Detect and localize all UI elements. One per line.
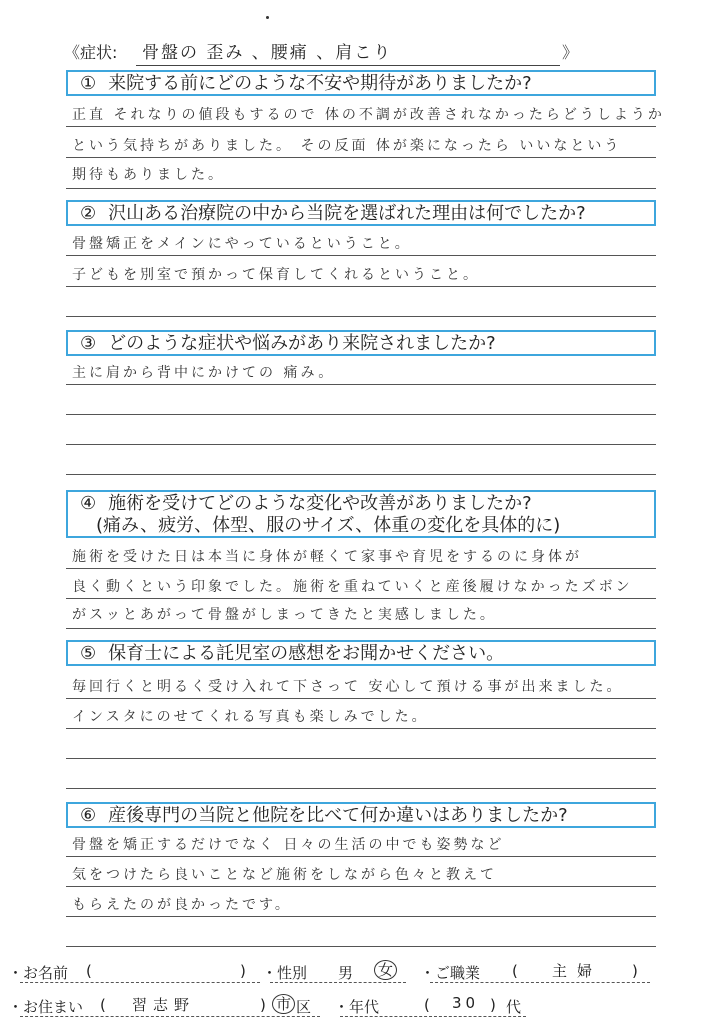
gender-label: ・性別: [262, 964, 308, 982]
address-ward[interactable]: 区: [296, 998, 312, 1016]
age-paren-close: ): [490, 996, 496, 1014]
rule-line: [66, 916, 656, 917]
question-text: 沢山ある治療院の中から当院を選ばれた理由は何でしたか?: [108, 203, 586, 224]
address-paren-open: (: [100, 996, 106, 1014]
symptoms-value: 骨盤の 歪み 、腰痛 、肩こり: [142, 43, 393, 63]
gender-male[interactable]: 男: [338, 964, 354, 982]
rule-line: [66, 414, 656, 415]
symptoms-row: [64, 40, 584, 62]
age-field-line: [340, 1016, 526, 1017]
question-number: ⑤: [80, 643, 97, 664]
job-field-line: [430, 982, 650, 983]
job-label: ・ご職業: [420, 964, 481, 982]
question-subtext: (痛み、疲労、体型、服のサイズ、体重の変化を具体的に): [96, 515, 561, 536]
answer-6-line-1: 骨盤を矯正するだけでなく 日々の生活の中でも姿勢など: [72, 837, 505, 853]
gender-field-line: [270, 982, 406, 983]
address-paren-close: ): [260, 996, 266, 1014]
answer-5-line-2: インスタにのせてくれる写真も楽しみでした。: [72, 709, 429, 725]
rule-line: [66, 856, 656, 857]
symptoms-underline: [136, 65, 560, 66]
address-label: ・お住まい: [8, 998, 84, 1016]
rule-line: [66, 788, 656, 789]
answer-3-line-1: 主に肩から背中にかけての 痛み。: [72, 365, 336, 381]
gender-female: 女: [374, 960, 397, 980]
rule-line: [66, 126, 656, 127]
name-paren-close: ): [240, 962, 246, 980]
question-text: 来院する前にどのような不安や期待がありましたか?: [108, 73, 532, 94]
answer-2-line-2: 子どもを別室で預かって保育してくれるということ。: [72, 267, 480, 283]
rule-line: [66, 698, 656, 699]
rule-line: [66, 946, 656, 947]
rule-line: [66, 568, 656, 569]
rule-line: [66, 255, 656, 256]
age-value[interactable]: 30: [452, 994, 480, 1012]
question-number: ③: [80, 333, 97, 354]
job-paren-open: (: [512, 962, 518, 980]
answer-5-line-1: 毎回行くと明るく受け入れて下さって 安心して預ける事が出来ました。: [72, 679, 624, 695]
rule-line: [66, 758, 656, 759]
answer-6-line-3: もらえたのが良かったです。: [72, 897, 292, 913]
answer-4-line-2: 良く動くという印象でした。施術を重ねていくと産後履けなかったズボン: [72, 579, 633, 595]
name-label: ・お名前: [8, 964, 69, 982]
answer-6-line-2: 気をつけたら良いことなど施術をしながら色々と教えて: [72, 867, 497, 883]
question-1: [66, 70, 656, 96]
question-4: [66, 490, 656, 538]
question-2: [66, 200, 656, 226]
question-text: 産後専門の当院と他院を比べて何か違いはありましたか?: [108, 805, 568, 826]
question-text: 施術を受けてどのような変化や改善がありましたか?: [108, 493, 532, 514]
question-3: [66, 330, 656, 356]
rule-line: [66, 628, 656, 629]
answer-4-line-1: 施術を受けた日は本当に身体が軽くて家事や育児をするのに身体が: [72, 549, 582, 565]
question-text: どのような症状や悩みがあり来院されましたか?: [108, 333, 496, 354]
address-value[interactable]: 習志野: [132, 996, 196, 1014]
rule-line: [66, 598, 656, 599]
rule-line: [66, 886, 656, 887]
question-number: ②: [80, 203, 97, 224]
rule-line: [66, 444, 656, 445]
rule-line: [66, 188, 656, 189]
answer-1-line-3: 期待もありました。: [72, 167, 225, 183]
address-field-line: [20, 1016, 320, 1017]
name-field-line[interactable]: [20, 982, 260, 983]
age-label: ・年代: [334, 998, 380, 1016]
job-value[interactable]: 主婦: [552, 962, 603, 980]
job-paren-close: ): [632, 962, 638, 980]
question-number: ④: [80, 493, 97, 514]
answer-1-line-2: という気持ちがありました。 その反面 体が楽になったら いいなという: [72, 138, 622, 154]
question-5: [66, 640, 656, 666]
rule-line: [66, 316, 656, 317]
name-paren-open: (: [86, 962, 92, 980]
question-text: 保育士による託児室の感想をお聞かせください。: [108, 643, 505, 664]
answer-4-line-3: がスッとあがって骨盤がしまってきたと実感しました。: [72, 607, 497, 623]
rule-line: [66, 157, 656, 158]
rule-line: [66, 474, 656, 475]
question-6: [66, 802, 656, 828]
question-number: ①: [80, 73, 97, 94]
gender-female-circled[interactable]: [374, 960, 397, 980]
rule-line: [66, 384, 656, 385]
question-number: ⑥: [80, 805, 97, 826]
answer-1-line-1: 正直 それなりの値段もするので 体の不調が改善されなかったらどうしようか: [72, 107, 665, 123]
rule-line: [66, 728, 656, 729]
address-city: 市: [272, 994, 295, 1014]
symptoms-close: 》: [562, 43, 579, 62]
address-city-circled[interactable]: [272, 994, 295, 1014]
answer-2-line-1: 骨盤矯正をメインにやっているということ。: [72, 236, 412, 252]
symptoms-label: 《症状:: [64, 43, 118, 62]
age-paren-open: (: [424, 996, 430, 1014]
age-suffix: 代: [506, 998, 522, 1016]
rule-line: [66, 286, 656, 287]
speck: [266, 16, 269, 19]
